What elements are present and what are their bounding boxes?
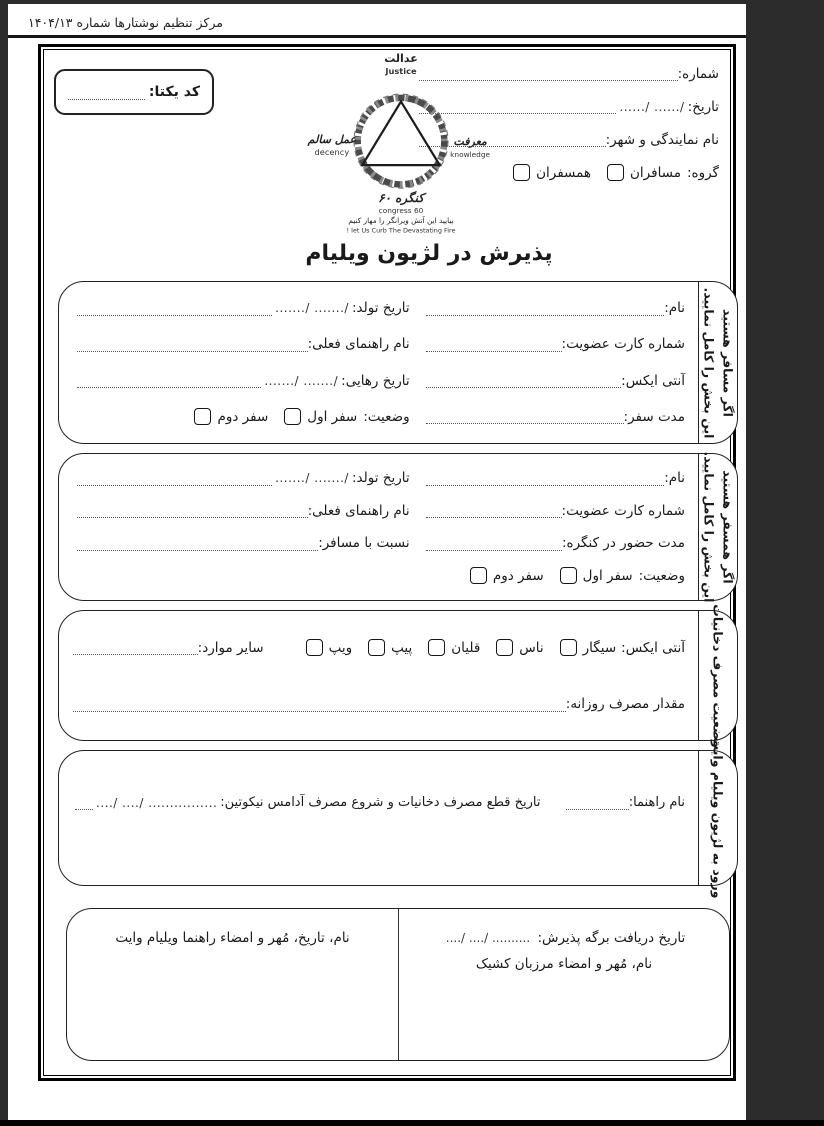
card-fill-line (426, 503, 562, 518)
antix-label: آنتی ایکس: (621, 372, 685, 389)
form-frame (38, 44, 736, 1081)
group-option-travelers: مسافران (630, 164, 681, 181)
field-daily-amount (73, 696, 685, 712)
wreath-circle-icon (354, 94, 448, 188)
trip-fill-line (426, 409, 624, 424)
number-label: شماره: (677, 65, 719, 82)
birth-dots: ......./ ......./ (275, 471, 349, 486)
item-hookah: قلیان (451, 639, 481, 656)
checkbox-travelers-icon (607, 164, 624, 181)
card-fill-line (426, 337, 562, 352)
william-guide-signature-area (67, 909, 398, 1060)
presence-label: مدت حضور در کنگره: (561, 535, 685, 552)
logo-justice-fa: عدالت (384, 51, 418, 65)
checkbox-first-trip-icon (284, 408, 301, 425)
field-membership-card (426, 326, 685, 362)
status-option-second-trip: سفر دوم (492, 567, 544, 584)
checkbox-pipe-icon (368, 639, 385, 656)
legion-guide-label: نام راهنما: (628, 795, 685, 810)
checkbox-second-trip-icon (470, 567, 487, 584)
unique-code-fill-line (68, 85, 145, 100)
section-traveler (58, 281, 738, 444)
item-vape: ویپ (328, 639, 353, 656)
section-tobacco-side-label (698, 603, 737, 748)
birth-label: تاریخ تولد: (351, 470, 410, 487)
receipt-date-line (399, 925, 729, 951)
top-bar-text: مرکز تنظیم نوشتارها شماره ۱۴۰۴/۱۳ (28, 15, 223, 30)
other-items-label: سایر موارد: (197, 639, 264, 656)
logo-congress-fa: کنگره ۶۰ (378, 190, 424, 205)
section-william-legion (58, 737, 738, 899)
other-items-fill-line (73, 640, 198, 655)
field-trip-duration (426, 399, 685, 435)
bottom-black-strip (0, 1120, 824, 1126)
field-current-guide (77, 495, 410, 528)
release-label: تاریخ رهایی: (341, 372, 410, 389)
section-traveler-side-label (698, 282, 737, 443)
branch-label: نام نمایندگی و شهر: (605, 131, 719, 148)
daily-amount-fill-line (73, 697, 566, 712)
field-congress-presence (426, 527, 685, 560)
status-option-first-trip: سفر اول (307, 408, 358, 425)
side-label-line2: این بخش را کامل نمایید. (701, 287, 716, 438)
item-cigarette: سیگار (582, 639, 617, 656)
name-fill-line (426, 471, 665, 486)
name-label: نام: (664, 470, 685, 487)
item-pipe: پیپ (391, 639, 413, 656)
field-birth-date (77, 290, 410, 326)
field-status (426, 560, 685, 593)
antix-label: آنتی ایکس: (621, 639, 685, 656)
birth-label: تاریخ تولد: (351, 300, 410, 317)
field-birth-date (77, 462, 410, 495)
top-bar (8, 4, 746, 38)
side-label-line1: ورود به لژیون ویلیام وایت (710, 737, 726, 899)
logo-justice-en: Justice (385, 65, 417, 76)
congress60-logo (295, 49, 507, 237)
card-label: شماره کارت عضویت: (561, 336, 685, 353)
quit-date-dots: ..../ ..../ ................ (96, 795, 218, 810)
logo-knowledge-en: knowledge (450, 149, 491, 159)
antix-fill-line (426, 373, 622, 388)
field-current-guide (77, 326, 410, 362)
release-dots: ......./ ......./ (264, 373, 339, 388)
unique-code-label: کد یکتا: (148, 84, 200, 100)
name-label: نام: (664, 300, 685, 317)
birth-fill-line (77, 301, 272, 316)
guide-label: نام راهنمای فعلی: (307, 336, 410, 353)
receipt-date-dots: ..../ ..../ .......... (445, 931, 531, 945)
field-traveler-relation (77, 527, 410, 560)
logo-decency-en: decency (314, 146, 350, 157)
receipt-date-label: تاریخ دریافت برگه پذیرش: (537, 930, 686, 946)
border-guard-signature-area (398, 909, 729, 1060)
trip-label: مدت سفر: (623, 408, 685, 425)
field-membership-card (426, 495, 685, 528)
status-option-first-trip: سفر اول (582, 567, 633, 584)
section-tobacco (58, 603, 738, 748)
status-label: وضعیت: (363, 408, 410, 425)
birth-dots: ......./ ......./ (275, 301, 349, 316)
guide-label: نام راهنمای فعلی: (307, 502, 410, 519)
quit-date-fill-line (75, 795, 93, 810)
signature-box (66, 908, 730, 1061)
legion-guide-fill-line (566, 795, 628, 810)
border-guard-signature-label: نام، مُهر و امضاء مرزبان کشیک (475, 956, 653, 973)
field-status (77, 399, 410, 435)
unique-code-box (54, 69, 214, 115)
item-naas: ناس (519, 639, 544, 656)
checkbox-first-trip-icon (560, 567, 577, 584)
field-legion-guide (75, 795, 685, 810)
field-name (426, 462, 685, 495)
page-title: پذیرش در لژیون ویلیام (305, 241, 553, 266)
field-anti-x (426, 363, 685, 399)
logo-slogan-fa: بیایید این آتش ویرانگر را مهار کنیم (348, 216, 454, 226)
logo-congress-en: congress 60 (378, 206, 424, 216)
william-guide-signature-label: نام، تاریخ، مُهر و امضاء راهنما ویلیام وایت (115, 930, 350, 946)
field-tobacco-antix (73, 639, 685, 656)
daily-amount-label: مقدار مصرف روزانه: (565, 696, 685, 712)
field-release-date (77, 363, 410, 399)
side-label-line1: وضعیت مصرف دخانیات (710, 603, 726, 748)
name-fill-line (426, 301, 665, 316)
date-label: تاریخ: (687, 98, 719, 115)
form-page (8, 4, 746, 1120)
date-dots: ....../ ....../ (619, 99, 685, 114)
checkbox-second-trip-icon (194, 408, 211, 425)
field-name (426, 290, 685, 326)
logo-decency-fa: عمل سالم (307, 133, 357, 146)
empty-row (77, 560, 410, 593)
group-label: گروه: (686, 164, 719, 181)
side-label-line1: اگر همسفر هستید (720, 470, 736, 584)
logo-svg (295, 49, 507, 237)
guide-fill-line (77, 337, 308, 352)
logo-slogan-en: let Us Curb The Devastating Fire ! (346, 226, 456, 235)
checkbox-cigarette-icon (560, 639, 577, 656)
status-label: وضعیت: (638, 567, 685, 584)
quit-date-label: تاریخ قطع مصرف دخانیات و شروع مصرف آدامس نیکوتین: (220, 795, 541, 810)
relation-label: نسبت با مسافر: (318, 535, 410, 552)
section-companion (58, 453, 738, 601)
checkbox-naas-icon (496, 639, 513, 656)
checkbox-vape-icon (306, 639, 323, 656)
status-option-second-trip: سفر دوم (217, 408, 269, 425)
logo-knowledge-fa: معرفت (453, 134, 487, 148)
side-label-line1: اگر مسافر هستید (720, 308, 736, 417)
guide-fill-line (77, 503, 308, 518)
relation-fill-line (77, 536, 318, 551)
checkbox-hookah-icon (428, 639, 445, 656)
card-label: شماره کارت عضویت: (561, 502, 685, 519)
release-fill-line (77, 373, 261, 388)
group-option-companions: همسفران (536, 164, 591, 181)
birth-fill-line (77, 471, 272, 486)
side-label-line2: این بخش را کامل نمایید. (701, 451, 716, 603)
presence-fill-line (426, 536, 562, 551)
section-companion-side-label (698, 451, 737, 603)
checkbox-companions-icon (513, 164, 530, 181)
section-william-side-label (698, 737, 737, 899)
